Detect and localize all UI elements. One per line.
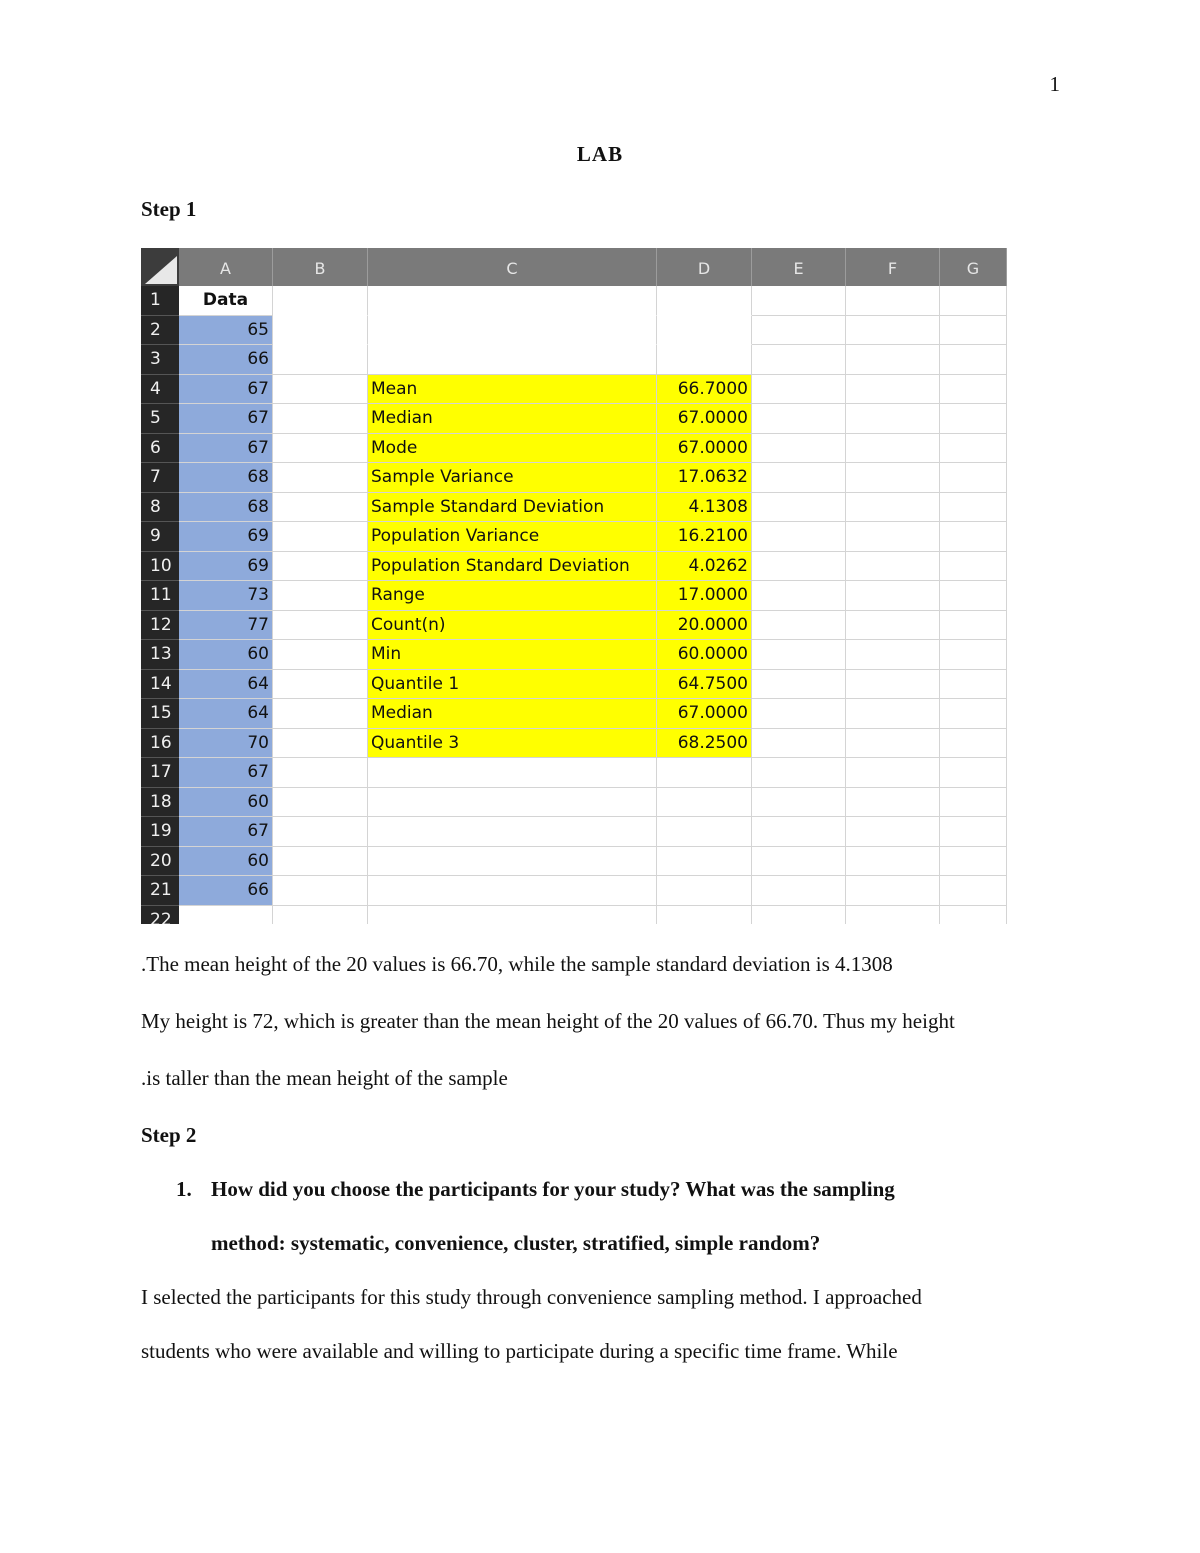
cell-f17[interactable] — [846, 758, 940, 788]
cell-g5[interactable] — [940, 404, 1007, 434]
row-header-14[interactable]: 14 — [141, 670, 179, 700]
cell-f14[interactable] — [846, 670, 940, 700]
cell-b19[interactable] — [273, 817, 368, 847]
cell-g20[interactable] — [940, 847, 1007, 877]
cell-d19[interactable] — [657, 817, 752, 847]
cell-a1[interactable]: Data — [179, 286, 273, 316]
column-header-e[interactable]: E — [752, 248, 846, 286]
cell-b22[interactable] — [273, 906, 368, 925]
cell-g15[interactable] — [940, 699, 1007, 729]
cell-a12[interactable]: 77 — [179, 611, 273, 641]
cell-b18[interactable] — [273, 788, 368, 818]
cell-e18[interactable] — [752, 788, 846, 818]
cell-c4[interactable]: Mean — [368, 375, 657, 405]
cell-a14[interactable]: 64 — [179, 670, 273, 700]
cell-c22[interactable] — [368, 906, 657, 925]
cell-f21[interactable] — [846, 876, 940, 906]
cell-e9[interactable] — [752, 522, 846, 552]
row-header-17[interactable]: 17 — [141, 758, 179, 788]
cell-b4[interactable] — [273, 375, 368, 405]
cell-e1[interactable] — [752, 286, 846, 316]
row-header-5[interactable]: 5 — [141, 404, 179, 434]
question-number: 1. — [176, 1177, 192, 1201]
cell-a10[interactable]: 69 — [179, 552, 273, 582]
cell-b13[interactable] — [273, 640, 368, 670]
spreadsheet-screenshot — [141, 248, 1007, 924]
cell-g4[interactable] — [940, 375, 1007, 405]
question-1-line2: method: systematic, convenience, cluster, stratified, simple random? — [211, 1231, 821, 1255]
cell-e21[interactable] — [752, 876, 846, 906]
row-header-7[interactable]: 7 — [141, 463, 179, 493]
cell-a9[interactable]: 69 — [179, 522, 273, 552]
question-1-line1 — [176, 1177, 895, 1202]
cell-g14[interactable] — [940, 670, 1007, 700]
cell-f7[interactable] — [846, 463, 940, 493]
cell-f20[interactable] — [846, 847, 940, 877]
cell-e13[interactable] — [752, 640, 846, 670]
cell-d16[interactable]: 68.2500 — [657, 729, 752, 759]
cell-c9[interactable]: Population Variance — [368, 522, 657, 552]
cell-d1[interactable] — [657, 286, 752, 316]
row-header-16[interactable]: 16 — [141, 729, 179, 759]
cell-d14[interactable]: 64.7500 — [657, 670, 752, 700]
cell-g3[interactable] — [940, 345, 1007, 375]
cell-b7[interactable] — [273, 463, 368, 493]
cell-g16[interactable] — [940, 729, 1007, 759]
cell-d11[interactable]: 17.0000 — [657, 581, 752, 611]
row-header-20[interactable]: 20 — [141, 847, 179, 877]
cell-g7[interactable] — [940, 463, 1007, 493]
row-header-3[interactable]: 3 — [141, 345, 179, 375]
cell-b20[interactable] — [273, 847, 368, 877]
cell-b17[interactable] — [273, 758, 368, 788]
cell-b5[interactable] — [273, 404, 368, 434]
cell-d17[interactable] — [657, 758, 752, 788]
cell-c3[interactable] — [368, 345, 657, 375]
cell-a20[interactable]: 60 — [179, 847, 273, 877]
select-all-corner — [141, 248, 179, 286]
row-header-9[interactable]: 9 — [141, 522, 179, 552]
cell-d10[interactable]: 4.0262 — [657, 552, 752, 582]
page-number: 1 — [1049, 72, 1060, 96]
cell-b14[interactable] — [273, 670, 368, 700]
step1-heading: Step 1 — [141, 197, 197, 221]
cell-a16[interactable]: 70 — [179, 729, 273, 759]
column-header-g[interactable]: G — [940, 248, 1007, 286]
cell-e20[interactable] — [752, 847, 846, 877]
cell-f19[interactable] — [846, 817, 940, 847]
cell-b3[interactable] — [273, 345, 368, 375]
cell-c18[interactable] — [368, 788, 657, 818]
cell-e2[interactable] — [752, 316, 846, 346]
cell-a19[interactable]: 67 — [179, 817, 273, 847]
cell-b12[interactable] — [273, 611, 368, 641]
cell-b15[interactable] — [273, 699, 368, 729]
cell-b9[interactable] — [273, 522, 368, 552]
cell-c21[interactable] — [368, 876, 657, 906]
row-header-18[interactable]: 18 — [141, 788, 179, 818]
row-header-8[interactable]: 8 — [141, 493, 179, 523]
cell-c20[interactable] — [368, 847, 657, 877]
cell-c6[interactable]: Mode — [368, 434, 657, 464]
column-header-d[interactable]: D — [657, 248, 752, 286]
cell-d6[interactable]: 67.0000 — [657, 434, 752, 464]
cell-f6[interactable] — [846, 434, 940, 464]
cell-c2[interactable] — [368, 316, 657, 346]
question-1-text: How did you choose the participants for your study? What was the sampling — [211, 1177, 895, 1201]
cell-e5[interactable] — [752, 404, 846, 434]
cell-b8[interactable] — [273, 493, 368, 523]
cell-d18[interactable] — [657, 788, 752, 818]
cell-a4[interactable]: 67 — [179, 375, 273, 405]
paragraph-height-line2: .is taller than the mean height of the sample — [141, 1066, 508, 1090]
cell-c14[interactable]: Quantile 1 — [368, 670, 657, 700]
cell-d20[interactable] — [657, 847, 752, 877]
cell-d22[interactable] — [657, 906, 752, 925]
cell-g19[interactable] — [940, 817, 1007, 847]
cell-e7[interactable] — [752, 463, 846, 493]
cell-a3[interactable]: 66 — [179, 345, 273, 375]
cell-c19[interactable] — [368, 817, 657, 847]
cell-b16[interactable] — [273, 729, 368, 759]
cell-a2[interactable]: 65 — [179, 316, 273, 346]
cell-f10[interactable] — [846, 552, 940, 582]
cell-d2[interactable] — [657, 316, 752, 346]
cell-a18[interactable]: 60 — [179, 788, 273, 818]
row-header-2[interactable]: 2 — [141, 316, 179, 346]
cell-c1[interactable] — [368, 286, 657, 316]
cell-e15[interactable] — [752, 699, 846, 729]
cell-f5[interactable] — [846, 404, 940, 434]
cell-g1[interactable] — [940, 286, 1007, 316]
row-header-21[interactable]: 21 — [141, 876, 179, 906]
cell-f13[interactable] — [846, 640, 940, 670]
cell-d15[interactable]: 67.0000 — [657, 699, 752, 729]
cell-c11[interactable]: Range — [368, 581, 657, 611]
cell-f3[interactable] — [846, 345, 940, 375]
cell-e3[interactable] — [752, 345, 846, 375]
cell-g21[interactable] — [940, 876, 1007, 906]
cell-d5[interactable]: 67.0000 — [657, 404, 752, 434]
cell-d4[interactable]: 66.7000 — [657, 375, 752, 405]
cell-f15[interactable] — [846, 699, 940, 729]
cell-d9[interactable]: 16.2100 — [657, 522, 752, 552]
cell-e10[interactable] — [752, 552, 846, 582]
row-header-22[interactable]: 22 — [141, 906, 179, 925]
cell-e19[interactable] — [752, 817, 846, 847]
cell-a15[interactable]: 64 — [179, 699, 273, 729]
cell-g12[interactable] — [940, 611, 1007, 641]
cell-g8[interactable] — [940, 493, 1007, 523]
cell-c10[interactable]: Population Standard Deviation — [368, 552, 657, 582]
cell-c8[interactable]: Sample Standard Deviation — [368, 493, 657, 523]
row-header-1[interactable]: 1 — [141, 286, 179, 316]
cell-g10[interactable] — [940, 552, 1007, 582]
cell-d21[interactable] — [657, 876, 752, 906]
cell-a8[interactable]: 68 — [179, 493, 273, 523]
cell-g11[interactable] — [940, 581, 1007, 611]
cell-a5[interactable]: 67 — [179, 404, 273, 434]
cell-d7[interactable]: 17.0632 — [657, 463, 752, 493]
cell-g13[interactable] — [940, 640, 1007, 670]
row-header-12[interactable]: 12 — [141, 611, 179, 641]
cell-e22[interactable] — [752, 906, 846, 925]
cell-f8[interactable] — [846, 493, 940, 523]
cell-c15[interactable]: Median — [368, 699, 657, 729]
cell-g2[interactable] — [940, 316, 1007, 346]
cell-g17[interactable] — [940, 758, 1007, 788]
column-header-f[interactable]: F — [846, 248, 940, 286]
cell-f4[interactable] — [846, 375, 940, 405]
cell-c7[interactable]: Sample Variance — [368, 463, 657, 493]
cell-e16[interactable] — [752, 729, 846, 759]
cell-f22[interactable] — [846, 906, 940, 925]
paragraph-height-line1: My height is 72, which is greater than the mean height of the 20 values of 66.70. Thus my height — [141, 1009, 955, 1033]
column-header-b[interactable]: B — [273, 248, 368, 286]
cell-f9[interactable] — [846, 522, 940, 552]
cell-f2[interactable] — [846, 316, 940, 346]
cell-g9[interactable] — [940, 522, 1007, 552]
cell-f18[interactable] — [846, 788, 940, 818]
cell-e17[interactable] — [752, 758, 846, 788]
cell-f16[interactable] — [846, 729, 940, 759]
cell-b2[interactable] — [273, 316, 368, 346]
cell-c13[interactable]: Min — [368, 640, 657, 670]
cell-g22[interactable] — [940, 906, 1007, 925]
column-header-c[interactable]: C — [368, 248, 657, 286]
cell-f11[interactable] — [846, 581, 940, 611]
answer-line1: I selected the participants for this study through convenience sampling method. I approached — [141, 1285, 922, 1309]
cell-e14[interactable] — [752, 670, 846, 700]
column-header-bar — [141, 248, 1007, 286]
cell-a21[interactable]: 66 — [179, 876, 273, 906]
cell-e12[interactable] — [752, 611, 846, 641]
cell-f1[interactable] — [846, 286, 940, 316]
cell-d8[interactable]: 4.1308 — [657, 493, 752, 523]
row-header-11[interactable]: 11 — [141, 581, 179, 611]
row-header-10[interactable]: 10 — [141, 552, 179, 582]
cell-b1[interactable] — [273, 286, 368, 316]
row-header-13[interactable]: 13 — [141, 640, 179, 670]
row-header-19[interactable]: 19 — [141, 817, 179, 847]
step2-heading: Step 2 — [141, 1123, 197, 1147]
cell-a13[interactable]: 60 — [179, 640, 273, 670]
cell-c12[interactable]: Count(n) — [368, 611, 657, 641]
cell-e8[interactable] — [752, 493, 846, 523]
cell-c17[interactable] — [368, 758, 657, 788]
cell-a7[interactable]: 68 — [179, 463, 273, 493]
column-header-a[interactable]: A — [179, 248, 273, 286]
cell-d12[interactable]: 20.0000 — [657, 611, 752, 641]
cell-e6[interactable] — [752, 434, 846, 464]
cell-g6[interactable] — [940, 434, 1007, 464]
answer-line2: students who were available and willing to participate during a specific time frame. While — [141, 1339, 898, 1363]
cell-e4[interactable] — [752, 375, 846, 405]
row-header-4[interactable]: 4 — [141, 375, 179, 405]
cell-e11[interactable] — [752, 581, 846, 611]
cell-b21[interactable] — [273, 876, 368, 906]
cell-a11[interactable]: 73 — [179, 581, 273, 611]
cell-a6[interactable]: 67 — [179, 434, 273, 464]
cell-d3[interactable] — [657, 345, 752, 375]
page-title: LAB — [576, 142, 624, 166]
cell-g18[interactable] — [940, 788, 1007, 818]
cell-f12[interactable] — [846, 611, 940, 641]
cell-a22[interactable] — [179, 906, 273, 925]
cell-b10[interactable] — [273, 552, 368, 582]
paragraph-mean-summary: .The mean height of the 20 values is 66.70, while the sample standard deviation is 4.1308 — [141, 952, 893, 976]
cell-d13[interactable]: 60.0000 — [657, 640, 752, 670]
cell-a17[interactable]: 67 — [179, 758, 273, 788]
cell-b11[interactable] — [273, 581, 368, 611]
row-header-6[interactable]: 6 — [141, 434, 179, 464]
cell-b6[interactable] — [273, 434, 368, 464]
cell-c16[interactable]: Quantile 3 — [368, 729, 657, 759]
cell-c5[interactable]: Median — [368, 404, 657, 434]
row-header-15[interactable]: 15 — [141, 699, 179, 729]
